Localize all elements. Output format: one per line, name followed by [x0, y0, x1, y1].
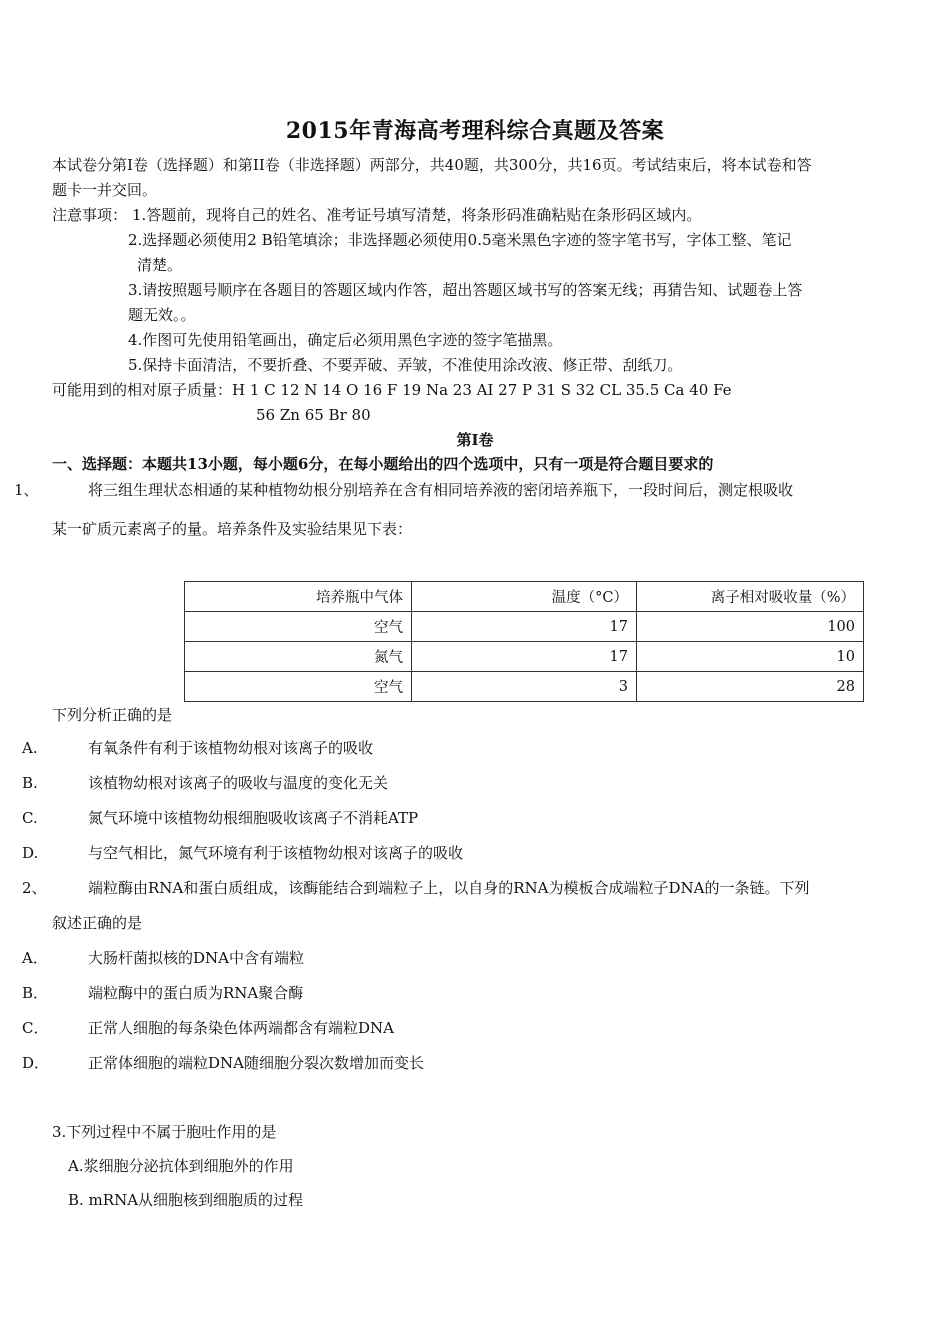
table-cell: 空气 — [185, 612, 412, 642]
table-cell: 3 — [412, 672, 637, 702]
table-cell: 17 — [412, 612, 637, 642]
note-4: 4.作图可先使用铅笔画出，确定后必须用黑色字迹的签字笔描黑。 — [128, 331, 563, 349]
table-cell: 100 — [637, 612, 864, 642]
option-text: 与空气相比，氮气环境有利于该植物幼根对该离子的吸收 — [88, 844, 464, 862]
notes-heading: 注意事项： — [52, 206, 128, 224]
q1-results-table — [184, 581, 864, 702]
q1-option-b — [22, 771, 388, 796]
intro-line-2: 题卡一并交回。 — [52, 181, 158, 199]
volume-title: 第Ⅰ卷 — [456, 431, 494, 449]
option-text: 端粒酶中的蛋白质为RNA聚合酶 — [88, 984, 304, 1002]
table-cell: 空气 — [185, 672, 412, 702]
q1-option-d — [22, 841, 463, 866]
note-2-line-1: 2.选择题必须使用2 B铅笔填涂；非选择题必须使用0.5毫米黑色字迹的签字笔书写，字体工整、笔记 — [128, 231, 792, 249]
table-header: 离子相对吸收量（%） — [637, 582, 864, 612]
note-1: 1.答题前，现将自己的姓名、准考证号填写清楚，将条形码准确粘贴在条形码区域内。 — [132, 206, 702, 224]
section-heading: 一、选择题：本题共13小题，每小题6分，在每小题给出的四个选项中，只有一项是符合题目要求的 — [52, 455, 714, 473]
option-label: B． — [22, 984, 49, 1002]
q3-stem: 3.下列过程中不属于胞吐作用的是 — [52, 1123, 277, 1141]
option-label: B. — [22, 774, 38, 792]
q2-stem-line-2: 叙述正确的是 — [52, 914, 143, 932]
option-text: 氮气环境中该植物幼根细胞吸收该离子不消耗ATP — [88, 809, 419, 827]
table-cell: 28 — [637, 672, 864, 702]
q2-option-a — [22, 946, 304, 971]
atomic-mass-line-1: 可能用到的相对原子质量：H 1 C 12 N 14 O 16 F 19 Na 23 AI 27 P 31 S 32 CL 35.5 Ca 40 Fe — [52, 381, 732, 399]
table-cell: 10 — [637, 642, 864, 672]
option-label: D. — [22, 844, 39, 862]
q1-prompt: 下列分析正确的是 — [52, 706, 173, 724]
page-title: 2015年青海高考理科综合真题及答案 — [285, 118, 665, 144]
q1-stem-line-2: 某一矿质元素离子的量。培养条件及实验结果见下表： — [52, 520, 413, 538]
intro-line-1: 本试卷分第Ⅰ卷（选择题）和第II卷（非选择题）两部分，共40题，共300分，共16页。考试结束后，将本试卷和答 — [52, 156, 812, 174]
q2-option-c — [22, 1016, 394, 1041]
option-label: C． — [22, 1019, 49, 1037]
table-row — [185, 672, 864, 702]
table-header-row — [185, 582, 864, 612]
atomic-mass-line-2: 56 Zn 65 Br 80 — [256, 406, 371, 424]
table-header: 培养瓶中气体 — [185, 582, 412, 612]
option-text: 大肠杆菌拟核的DNA中含有端粒 — [88, 949, 304, 967]
q1-stem-line-1: 将三组生理状态相通的某种植物幼根分别培养在含有相同培养液的密闭培养瓶下，一段时间后，测定根吸收 — [88, 481, 794, 499]
q2-option-b — [22, 981, 303, 1006]
option-text: 该植物幼根对该离子的吸收与温度的变化无关 — [88, 774, 389, 792]
option-text: 正常人细胞的每条染色体两端都含有端粒DNA — [88, 1019, 394, 1037]
q1-option-a — [22, 736, 373, 761]
note-3-line-1: 3.请按照题号顺序在各题目的答题区域内作答，超出答题区域书写的答案无线；再猜告知、试题卷上答 — [128, 281, 803, 299]
table-header: 温度（°C） — [412, 582, 637, 612]
q2-number: 2、 — [22, 879, 47, 897]
table-cell: 17 — [412, 642, 637, 672]
option-label: C. — [22, 809, 38, 827]
option-text: 正常体细胞的端粒DNA随细胞分裂次数增加而变长 — [88, 1054, 424, 1072]
table-row — [185, 612, 864, 642]
note-3-line-2: 题无效。。 — [128, 306, 196, 324]
note-5: 5.保持卡面清洁，不要折叠、不要弄破、弄皱，不准使用涂改液、修正带、刮纸刀。 — [128, 356, 683, 374]
table-row — [185, 642, 864, 672]
q2-option-d — [22, 1051, 424, 1076]
note-2-line-2: 清楚。 — [137, 256, 183, 274]
option-label: D． — [22, 1054, 50, 1072]
q1-option-c — [22, 806, 418, 831]
q3-option-b: B. mRNA从细胞核到细胞质的过程 — [68, 1191, 304, 1209]
q2-stem-line-1: 端粒酶由RNA和蛋白质组成，该酶能结合到端粒子上，以自身的RNA为模板合成端粒子DNA的一条链。下列 — [88, 879, 810, 897]
option-label: A. — [22, 739, 38, 757]
table-cell: 氮气 — [185, 642, 412, 672]
q1-number: 1、 — [14, 481, 39, 499]
q3-option-a: A.浆细胞分泌抗体到细胞外的作用 — [68, 1157, 294, 1175]
option-label: A． — [22, 949, 48, 967]
option-text: 有氧条件有利于该植物幼根对该离子的吸收 — [88, 739, 374, 757]
